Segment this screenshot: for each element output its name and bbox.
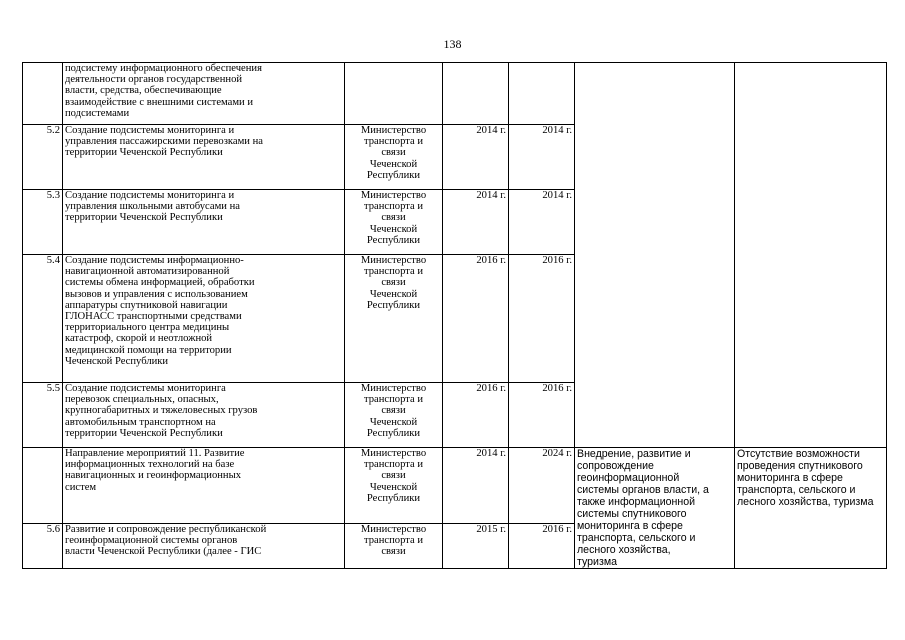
start-date: 2016 г. [443,383,509,448]
measure-name: Направление мероприятий 11. Развитие информационных технологий на базе навигационных и геоинформационных систем [63,448,345,524]
row-number [23,448,63,524]
expected-result: Внедрение, развитие и сопровождение геоинформационной системы органов власти, а также информационной системы спутникового мониторинга в сфере транспорта, сельского и лесного хозяйства, туризма [575,448,735,569]
measure-name: Создание подсистемы мониторинга и управления пассажирскими перевозками на территории Чеченской Республики [63,125,345,190]
measure-name: подсистему информационного обеспечения деятельности органов государственной власти, средства, обеспечивающие взаимодействие с внешними системами и подсистемами [63,63,345,125]
end-date: 2014 г. [509,125,575,190]
end-date: 2016 г. [509,523,575,568]
start-date: 2014 г. [443,190,509,255]
end-date: 2016 г. [509,383,575,448]
measure-name: Развитие и сопровождение республиканской геоинформационной системы органов власти Чеченской Республики (далее - ГИС [63,523,345,568]
end-date [509,63,575,125]
start-date: 2015 г. [443,523,509,568]
row-number [23,63,63,125]
start-date: 2014 г. [443,448,509,524]
start-date: 2016 г. [443,255,509,383]
row-number: 5.3 [23,190,63,255]
executor: Министерство транспорта и связи Чеченской Республики [345,125,443,190]
row-number: 5.5 [23,383,63,448]
row-number: 5.6 [23,523,63,568]
start-date: 2014 г. [443,125,509,190]
end-date: 2014 г. [509,190,575,255]
risk-consequence: Отсутствие возможности проведения спутникового мониторинга в сфере транспорта, сельского и лесного хозяйства, туризма [735,448,887,569]
executor [345,63,443,125]
table-row [23,448,887,524]
end-date: 2016 г. [509,255,575,383]
result-empty-cell [575,63,735,448]
executor: Министерство транспорта и связи Чеченской Республики [345,255,443,383]
row-number: 5.2 [23,125,63,190]
risk-empty-cell [735,63,887,448]
executor: Министерство транспорта и связи Чеченской Республики [345,190,443,255]
executor: Министерство транспорта и связи Чеченской Республики [345,448,443,524]
end-date: 2024 г. [509,448,575,524]
measures-table [22,62,887,569]
executor: Министерство транспорта и связи Чеченской Республики [345,383,443,448]
table-row [23,63,887,125]
start-date [443,63,509,125]
measure-name: Создание подсистемы мониторинга перевозок специальных, опасных, крупногабаритных и тяжеловесных грузов автомобильным транспортном на территории Чеченской Республики [63,383,345,448]
row-number: 5.4 [23,255,63,383]
measure-name: Создание подсистемы информационно- навигационной автоматизированной системы обмена информацией, обработки вызовов и управления с использованием аппаратуры спутниковой навигации ГЛОНАСС транспортными средствами территориального центра медицины катастроф, скорой и неотложной медицинской помощи на территории Чеченской Республики [63,255,345,383]
executor: Министерство транспорта и связи [345,523,443,568]
page-number: 138 [443,37,462,51]
measure-name: Создание подсистемы мониторинга и управления школьными автобусами на территории Чеченской Республики [63,190,345,255]
